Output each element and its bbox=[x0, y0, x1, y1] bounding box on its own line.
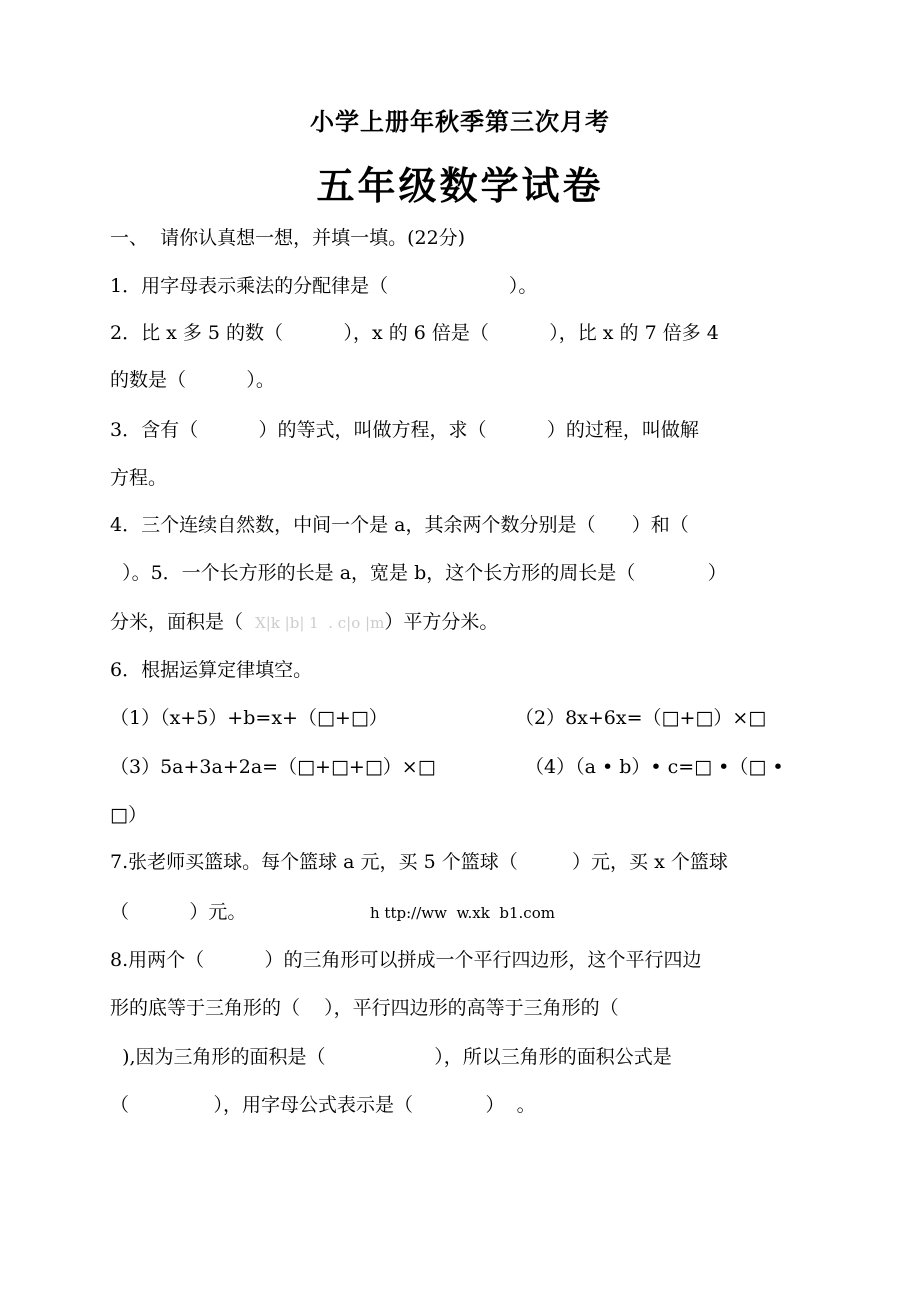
question-7: 7.张老师买篮球。每个篮球 a 元，买 5 个篮球（ ）元，买 x 个篮球 bbox=[110, 851, 728, 873]
q6-item-4-cont: □） bbox=[110, 804, 147, 826]
question-7-cont: （ ）元。 bbox=[110, 901, 247, 923]
q6-item-1: （1）（x+5）+b=x+（□+□） bbox=[110, 707, 388, 729]
question-6: 6．根据运算定律填空。 bbox=[110, 659, 313, 681]
question-5-cont bbox=[110, 609, 498, 636]
exam-title: 五年级数学试卷 bbox=[316, 163, 604, 208]
question-1: 1．用字母表示乘法的分配律是（ ）。 bbox=[110, 275, 538, 297]
url-watermark: h ttp://ww w.xk b1.com bbox=[370, 904, 555, 922]
q6-item-4: （4）（a • b）• c=□ •（□ • bbox=[525, 756, 784, 778]
question-8-line2: 形的底等于三角形的（ ），平行四边形的高等于三角形的（ bbox=[110, 997, 619, 1019]
q6-item-2: （2）8x+6x=（□+□）×□ bbox=[515, 707, 767, 729]
exam-subtitle: 小学上册年秋季第三次月考 bbox=[310, 107, 610, 136]
question-8-line4: （ ），用字母公式表示是（ ） 。 bbox=[110, 1094, 536, 1116]
question-8: 8.用两个（ ）的三角形可以拼成一个平行四边形，这个平行四边 bbox=[110, 949, 702, 971]
q5-text-end: ）平方分米。 bbox=[384, 611, 499, 633]
question-5: ）。5．一个长方形的长是 a，宽是 b，这个长方形的周长是（ ） bbox=[110, 562, 727, 584]
question-2: 2．比 x 多 5 的数（ ），x 的 6 倍是（ ），比 x 的 7 倍多 4 bbox=[110, 322, 719, 344]
q5-text: 分米，面积是（ bbox=[110, 611, 256, 633]
section-heading: 一、 请你认真想一想，并填一填。(22分) bbox=[110, 227, 466, 249]
question-4: 4．三个连续自然数，中间一个是 a，其余两个数分别是（ ）和（ bbox=[110, 514, 689, 536]
question-2-cont: 的数是（ ）。 bbox=[110, 369, 275, 391]
question-8-line3: ),因为三角形的面积是（ ），所以三角形的面积公式是 bbox=[110, 1046, 672, 1068]
question-3: 3．含有（ ）的等式，叫做方程，求（ ）的过程，叫做解 bbox=[110, 419, 699, 441]
q6-item-3: （3）5a+3a+2a=（□+□+□）×□ bbox=[110, 756, 436, 778]
watermark: X|k |b| 1 . c|o |m bbox=[255, 614, 385, 632]
question-3-cont: 方程。 bbox=[110, 467, 168, 489]
